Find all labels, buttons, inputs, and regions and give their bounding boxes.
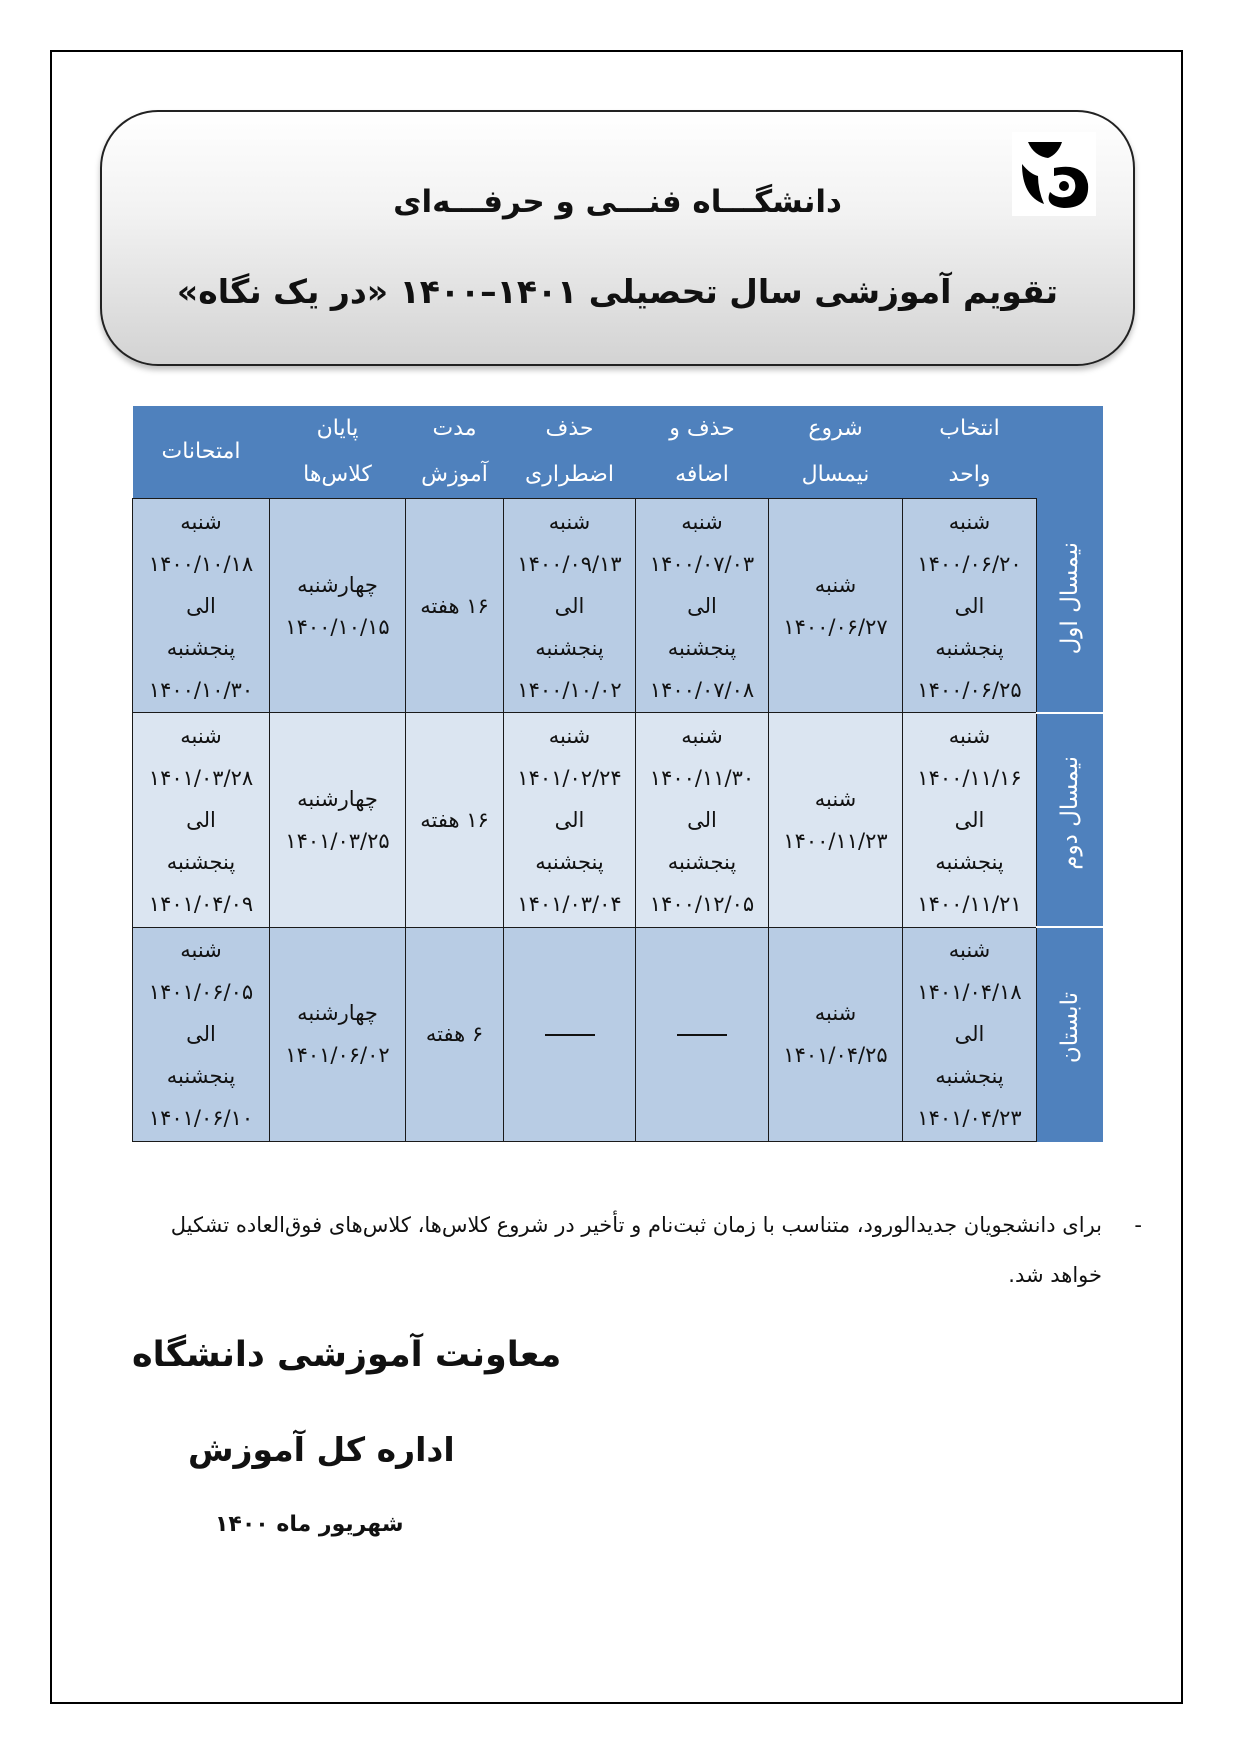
exams-cell: شنبه ۱۴۰۰/۱۰/۱۸ الی پنجشنبه ۱۴۰۰/۱۰/۳۰ — [133, 499, 270, 713]
empty-dash — [677, 1034, 727, 1036]
emergency-drop-cell — [504, 927, 636, 1141]
add-drop-cell: شنبه ۱۴۰۰/۱۱/۳۰ الی پنجشنبه ۱۴۰۰/۱۲/۰۵ — [636, 713, 769, 927]
duration-cell: ۱۶ هفته — [406, 713, 504, 927]
footnote — [132, 1200, 1142, 1300]
duration-cell: ۱۶ هفته — [406, 499, 504, 713]
university-title: دانشگـــاه فنـــی و حرفـــه‌ای — [393, 184, 842, 220]
start-cell: شنبه ۱۴۰۰/۰۶/۲۷ — [769, 499, 903, 713]
row-label: نیمسال اول — [1037, 499, 1103, 713]
column-header-selection: انتخاب واحد — [903, 406, 1037, 499]
selection-cell: شنبه ۱۴۰۰/۰۶/۲۰ الی پنجشنبه ۱۴۰۰/۰۶/۲۵ — [903, 499, 1037, 713]
footnote-text: برای دانشجویان جدیدالورود، متناسب با زمان ثبت‌نام و تأخیر در شروع کلاس‌ها، کلاس‌های فوق‌العاده تشکیل خواهد شد. — [170, 1213, 1102, 1287]
add-drop-cell: شنبه ۱۴۰۰/۰۷/۰۳ الی پنجشنبه ۱۴۰۰/۰۷/۰۸ — [636, 499, 769, 713]
start-cell: شنبه ۱۴۰۰/۱۱/۲۳ — [769, 713, 903, 927]
table-row — [133, 713, 1103, 927]
column-header-add-drop: حذف و اضافه — [636, 406, 769, 499]
selection-cell: شنبه ۱۴۰۱/۰۴/۱۸ الی پنجشنبه ۱۴۰۱/۰۴/۲۳ — [903, 927, 1037, 1141]
exams-cell: شنبه ۱۴۰۱/۰۳/۲۸ الی پنجشنبه ۱۴۰۱/۰۴/۰۹ — [133, 713, 270, 927]
column-header-emergency-drop: حذف اضطراری — [504, 406, 636, 499]
academic-calendar-table — [132, 406, 1103, 1142]
empty-dash — [545, 1034, 595, 1036]
selection-cell: شنبه ۱۴۰۰/۱۱/۱۶ الی پنجشنبه ۱۴۰۰/۱۱/۲۱ — [903, 713, 1037, 927]
signature-office: معاونت آموزشی دانشگاه — [132, 1335, 562, 1375]
calendar-title: تقویم آموزشی سال تحصیلی ۱۴۰۱–۱۴۰۰ «در یک نگاه» — [176, 272, 1059, 311]
header-banner — [100, 110, 1135, 366]
footnote-bullet: - — [1134, 1213, 1142, 1237]
table-header-row — [133, 406, 1103, 499]
duration-cell: ۶ هفته — [406, 927, 504, 1141]
column-header-duration: مدت آموزش — [406, 406, 504, 499]
emergency-drop-cell: شنبه ۱۴۰۰/۰۹/۱۳ الی پنجشنبه ۱۴۰۰/۱۰/۰۲ — [504, 499, 636, 713]
classes-end-cell: چهارشنبه ۱۴۰۱/۰۶/۰۲ — [270, 927, 406, 1141]
signature-date: شهریور ماه ۱۴۰۰ — [215, 1512, 404, 1537]
table-row — [133, 499, 1103, 713]
signature-department: اداره کل آموزش — [188, 1430, 455, 1469]
classes-end-cell: چهارشنبه ۱۴۰۰/۱۰/۱۵ — [270, 499, 406, 713]
classes-end-cell: چهارشنبه ۱۴۰۱/۰۳/۲۵ — [270, 713, 406, 927]
table-row — [133, 927, 1103, 1141]
add-drop-cell — [636, 927, 769, 1141]
start-cell: شنبه ۱۴۰۱/۰۴/۲۵ — [769, 927, 903, 1141]
emergency-drop-cell: شنبه ۱۴۰۱/۰۲/۲۴ الی پنجشنبه ۱۴۰۱/۰۳/۰۴ — [504, 713, 636, 927]
column-header-exams: امتحانات — [133, 406, 270, 499]
row-label: نیمسال دوم — [1037, 713, 1103, 927]
column-header-start: شروع نیمسال — [769, 406, 903, 499]
header-corner — [1037, 406, 1103, 499]
column-header-classes-end: پایان کلاس‌ها — [270, 406, 406, 499]
exams-cell: شنبه ۱۴۰۱/۰۶/۰۵ الی پنجشنبه ۱۴۰۱/۰۶/۱۰ — [133, 927, 270, 1141]
row-label: تابستان — [1037, 927, 1103, 1141]
